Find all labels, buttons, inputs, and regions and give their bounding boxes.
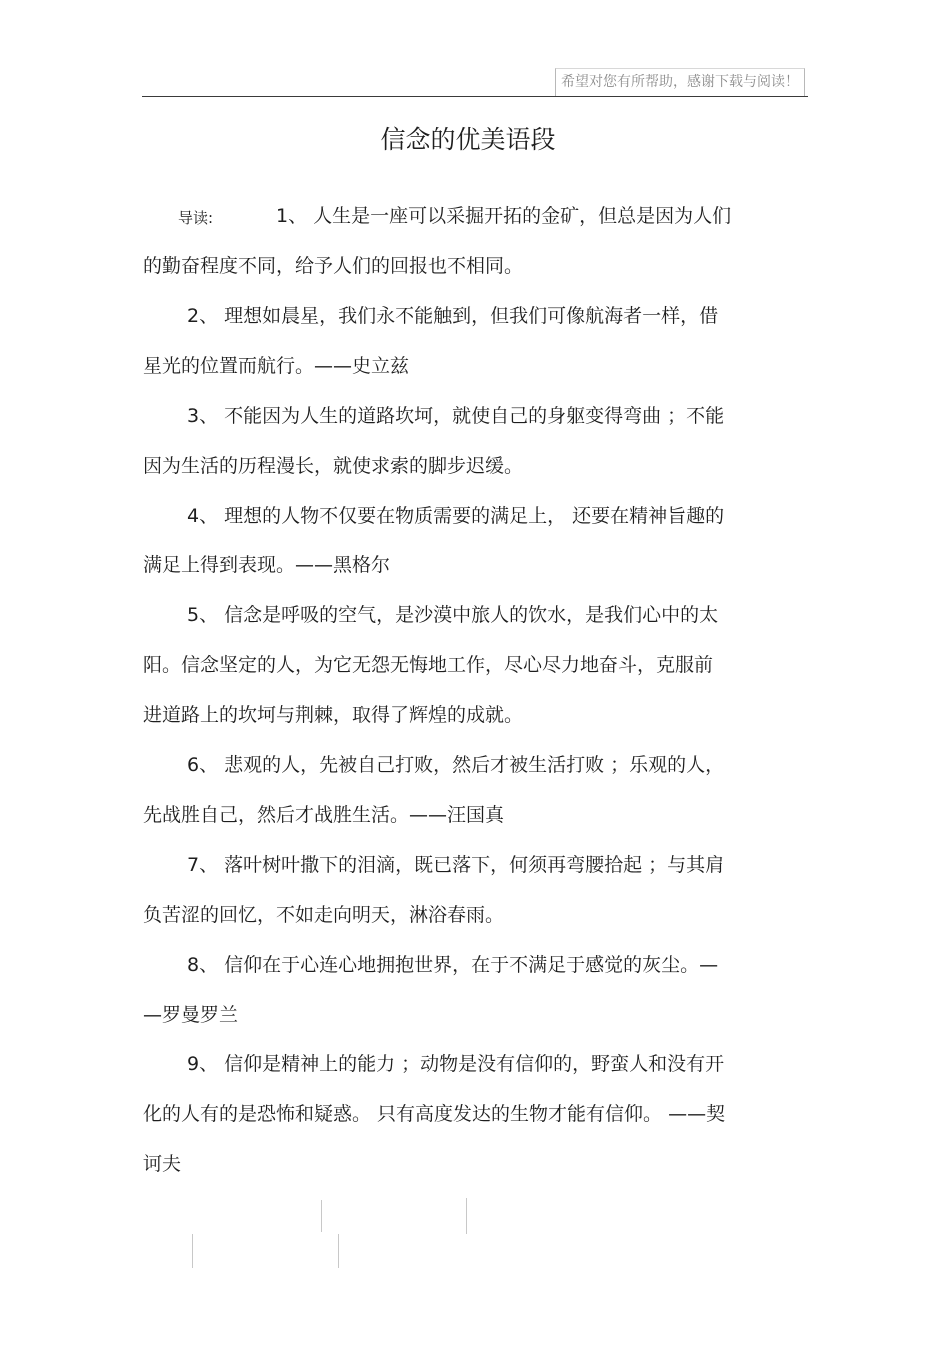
paragraph-line: 星光的位置而航行。——史立兹	[143, 355, 410, 377]
paragraph-line: 诃夫	[143, 1153, 182, 1175]
paragraph-line: 因为生活的历程漫长，就使求索的脚步迟缓。	[143, 455, 524, 477]
scan-mark	[321, 1200, 322, 1232]
paragraph-line: 9、 信仰是精神上的能力 ；动物是没有信仰的，野蛮人和没有开	[187, 1053, 725, 1075]
paragraph-line: 8、 信仰在于心连心地拥抱世界，在于不满足于感觉的灰尘。—	[187, 954, 719, 976]
paragraph-line: 先战胜自己，然后才战胜生活。——汪国真	[143, 804, 505, 826]
header-rule	[142, 96, 808, 97]
paragraph-line: 满足上得到表现。——黑格尔	[143, 554, 391, 576]
paragraph-line: 7、 落叶树叶撒下的泪滴，既已落下，何须再弯腰拾起 ；与其肩	[187, 854, 725, 876]
paragraph-line: —罗曼罗兰	[143, 1004, 239, 1026]
page-title: 信念的优美语段	[380, 125, 556, 154]
paragraph-line: 4、 理想的人物不仅要在物质需要的满足上， 还要在精神旨趣的	[187, 505, 725, 527]
paragraph-line: 阳。信念坚定的人，为它无怨无悔地工作，尽心尽力地奋斗，克服前	[143, 654, 714, 676]
paragraph-line: 的勤奋程度不同，给予人们的回报也不相同。	[143, 255, 524, 277]
paragraph-line: 6、 悲观的人，先被自己打败，然后才被生活打败 ；乐观的人，	[187, 754, 725, 776]
scan-mark	[466, 1198, 467, 1234]
paragraph-line: 3、 不能因为人生的道路坎坷，就使自己的身躯变得弯曲 ；不能	[187, 405, 725, 427]
paragraph-line: 5、 信念是呼吸的空气，是沙漠中旅人的饮水，是我们心中的太	[187, 604, 719, 626]
scan-mark	[192, 1234, 193, 1268]
header-watermark-badge: 希望对您有所帮助，感谢下载与阅读！	[555, 68, 805, 96]
lead-label: 导读:	[178, 209, 214, 227]
paragraph-line: 负苦涩的回忆，不如走向明天，淋浴春雨。	[143, 904, 505, 926]
scan-mark	[338, 1234, 339, 1268]
paragraph-line: 2、 理想如晨星，我们永不能触到，但我们可像航海者一样，借	[187, 305, 719, 327]
paragraph-line: 进道路上的坎坷与荆棘，取得了辉煌的成就。	[143, 704, 524, 726]
paragraph-line: 1、 人生是一座可以采掘开拓的金矿，但总是因为人们	[276, 205, 732, 227]
paragraph-line: 化的人有的是恐怖和疑惑。 只有高度发达的生物才能有信仰。 ——契	[143, 1103, 726, 1125]
